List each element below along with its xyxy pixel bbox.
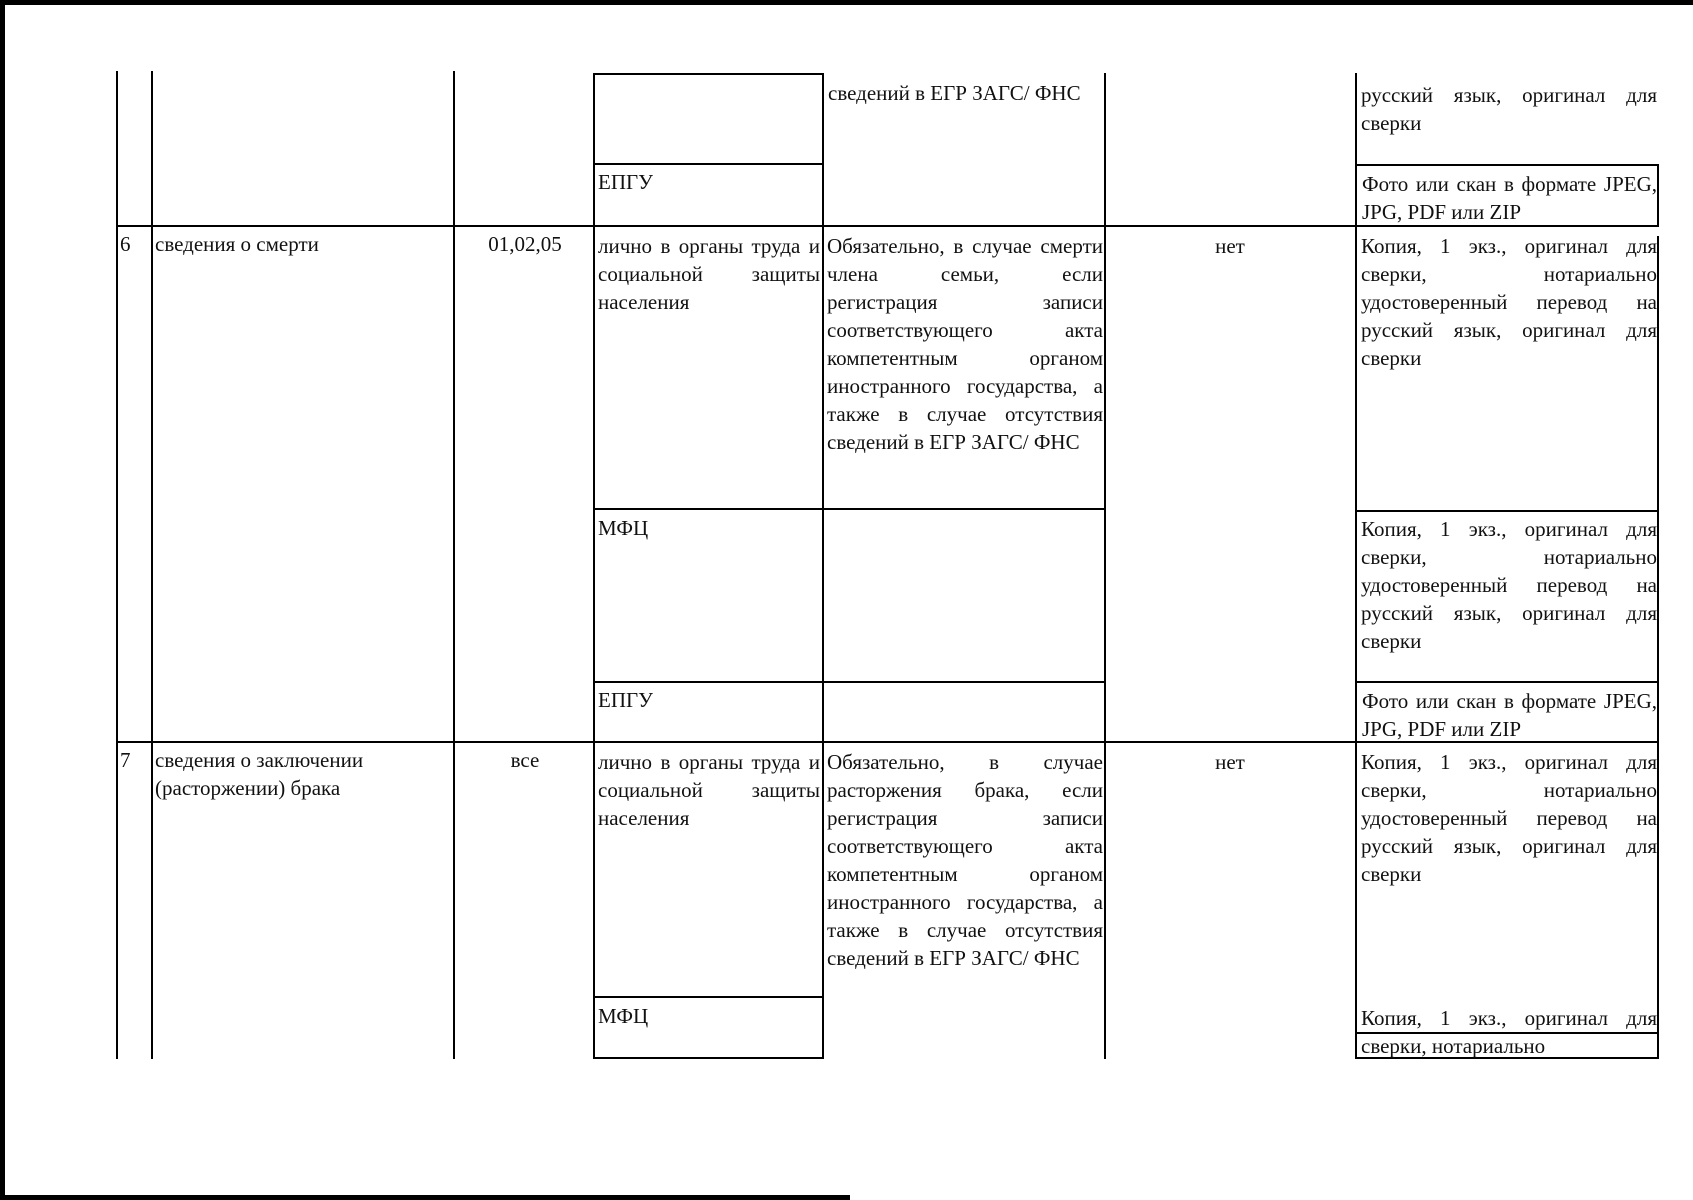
document-name: сведения о смерти — [155, 232, 319, 256]
submission-condition: Обязательно, в случае смерти члена семьи, если регистрация записи соответствующего акта компетентным органом иностранного государства, а также в случае отсутствия сведений в ЕГР ЗАГС/ ФНС — [827, 234, 1103, 454]
scan-border-left — [0, 0, 5, 1200]
continued-format-text: русский язык, оригинал для сверки — [1361, 83, 1657, 135]
document-name: сведения о заключении (расторжении) брака — [155, 748, 364, 800]
document-format: Фото или скан в формате JPEG, JPG, PDF или ZIP — [1362, 689, 1657, 741]
obligatory-flag: нет — [1215, 750, 1245, 774]
method-epgu: ЕПГУ — [598, 170, 654, 194]
scan-dash — [760, 1196, 775, 1199]
submission-method: МФЦ — [598, 1004, 649, 1028]
scan-dash — [800, 1196, 848, 1199]
format-photo-scan: Фото или скан в формате JPEG, JPG, PDF или ZIP — [1362, 172, 1657, 224]
row-number: 7 — [120, 748, 131, 772]
submission-method: лично в органы труда и социальной защиты населения — [598, 234, 820, 314]
submission-method: ЕПГУ — [598, 688, 654, 712]
continued-condition-text: сведений в ЕГР ЗАГС/ ФНС — [828, 81, 1081, 105]
submission-condition: Обязательно, в случае расторжения брака, если регистрация записи соответствующего акта компетентным органом иностранного государства, а также в случае отсутствия сведений в ЕГР ЗАГС/ ФНС — [827, 750, 1103, 970]
document-format: Копия, 1 экз., оригинал для сверки, нотариально удостоверенный перевод на русский язык, оригинал для сверки — [1361, 234, 1657, 370]
scan-border-top — [0, 0, 1693, 5]
row-number: 6 — [120, 232, 131, 256]
submission-method: лично в органы труда и социальной защиты населения — [598, 750, 820, 830]
document-format: Копия, 1 экз., оригинал для сверки, нотариально удостоверенный перевод на русский язык, оригинал для сверки — [1361, 750, 1657, 886]
document-format: Копия, 1 экз., оригинал для сверки, нотариально удостоверенный перевод на русский язык, оригинал для сверки — [1361, 517, 1657, 653]
scan-dash — [718, 1196, 740, 1199]
scan-corner-mark — [1603, 0, 1693, 4]
submission-method: МФЦ — [598, 516, 649, 540]
category-codes: 01,02,05 — [488, 232, 562, 256]
category-codes: все — [510, 748, 540, 772]
obligatory-flag: нет — [1215, 234, 1245, 258]
document-format: Копия, 1 экз., оригинал для сверки, нотариально — [1361, 1006, 1657, 1058]
